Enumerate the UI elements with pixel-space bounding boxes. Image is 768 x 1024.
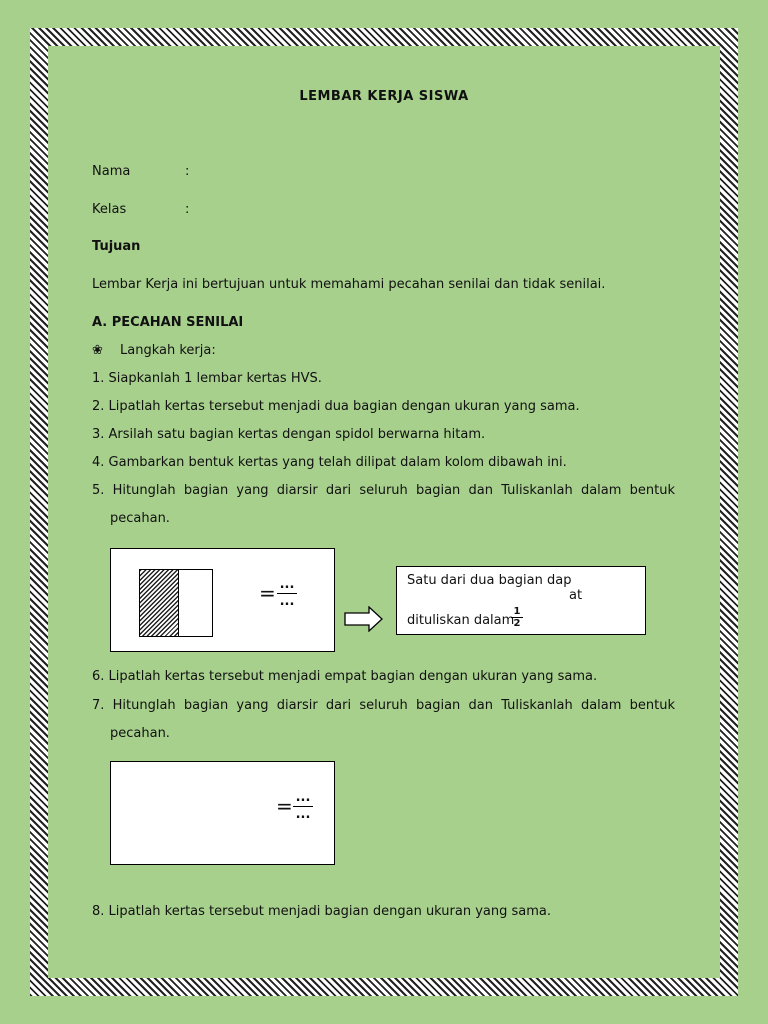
equals-sign: = [259, 581, 276, 605]
step-3: 3. Arsilah satu bagian kertas dengan spidol berwarna hitam. [92, 427, 486, 442]
flower-bullet-icon: ❀ [92, 343, 103, 358]
note-box [396, 566, 646, 635]
fraction-numerator: ... [279, 577, 295, 592]
step-7-cont: pecahan. [110, 726, 170, 741]
step-5: 5. Hitunglah bagian yang diarsir dari seluruh bagian dan Tuliskanlah dalam bentuk [92, 483, 675, 498]
fraction-numerator-2: ... [295, 790, 311, 805]
step-1: 1. Siapkanlah 1 lembar kertas HVS. [92, 371, 322, 386]
step-7: 7. Hitunglah bagian yang diarsir dari seluruh bagian dan Tuliskanlah dalam bentuk [92, 698, 675, 713]
step-5-cont: pecahan. [110, 511, 170, 526]
right-arrow-icon [344, 606, 384, 632]
step-8: 8. Lipatlah kertas tersebut menjadi bagian dengan ukuran yang sama. [92, 904, 552, 919]
note-frac-den: 2 [513, 618, 521, 629]
equals-sign-2: = [276, 794, 293, 818]
kelas-colon: : [185, 202, 190, 217]
note-line-1: Satu dari dua bagian dap [407, 573, 572, 588]
shaded-half [140, 570, 179, 636]
kelas-label: Kelas [92, 202, 127, 217]
note-line-1b: at [569, 588, 583, 603]
nama-colon: : [185, 164, 190, 179]
fraction-denominator-2: ... [295, 807, 311, 822]
note-line-2: dituliskan dalam [407, 613, 515, 628]
step-4: 4. Gambarkan bentuk kertas yang telah dilipat dalam kolom dibawah ini. [92, 455, 567, 470]
fraction-blank [277, 579, 297, 608]
step-6: 6. Lipatlah kertas tersebut menjadi empat bagian dengan ukuran yang sama. [92, 669, 598, 684]
tujuan-text: Lembar Kerja ini bertujuan untuk memahami pecahan senilai dan tidak senilai. [92, 277, 606, 292]
langkah-label: Langkah kerja: [120, 343, 216, 358]
fraction-blank-2 [293, 792, 313, 821]
page-title: LEMBAR KERJA SISWA [299, 89, 469, 104]
tujuan-heading: Tujuan [92, 239, 141, 254]
folded-paper-box [110, 548, 335, 652]
note-fraction [511, 607, 523, 629]
empty-drawing-box [110, 761, 335, 865]
step-2: 2. Lipatlah kertas tersebut menjadi dua bagian dengan ukuran yang sama. [92, 399, 580, 414]
nama-label: Nama [92, 164, 131, 179]
note-frac-num: 1 [513, 607, 521, 617]
fraction-denominator: ... [279, 594, 295, 609]
section-a-heading: A. PECAHAN SENILAI [92, 315, 244, 330]
folded-paper-drawing [139, 569, 213, 637]
